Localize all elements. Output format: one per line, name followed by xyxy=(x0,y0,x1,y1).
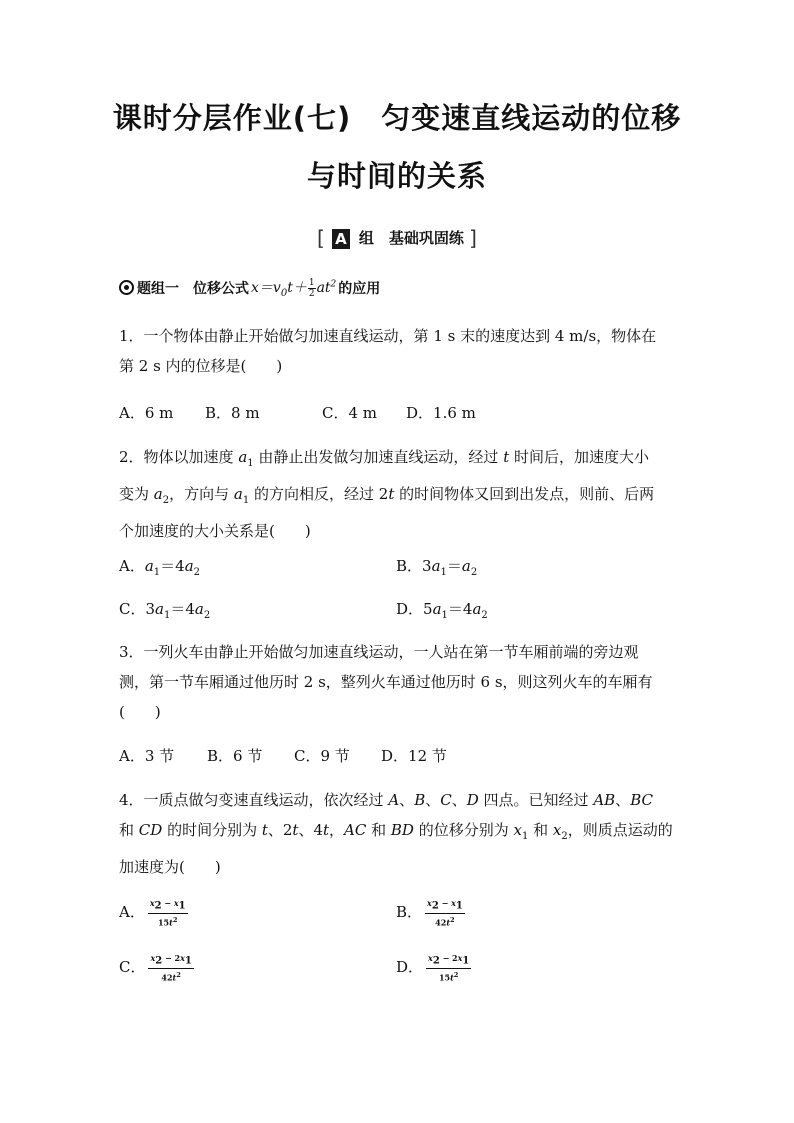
question-1-line2: 第 2 s 内的位移是( ) xyxy=(119,357,283,375)
target-bullet-icon xyxy=(119,280,134,295)
q4-c-fraction: $\frac{x_2 - 2x_1}{42t^2}$ xyxy=(150,953,192,983)
question-3-line3: ( ) xyxy=(119,703,161,721)
q1-option-c: C．4 m xyxy=(322,404,378,422)
q3-option-c: C．9 节 xyxy=(294,747,350,765)
section-suffix: 的应用 xyxy=(338,280,381,297)
question-2-line3: 个加速度的大小关系是( ) xyxy=(119,522,311,540)
half-fraction: $\frac{1}{2}$ xyxy=(308,277,315,299)
q4-a-fraction: $\frac{x_2 - x_1}{15t^2}$ xyxy=(149,898,186,928)
displacement-formula: $x=v_0t+$ $\frac{1}{2}$ $at^2$ xyxy=(251,277,337,299)
group-letter-badge: A xyxy=(332,229,350,249)
section-prefix: 题组一 位移公式 xyxy=(137,280,249,297)
group-label: 组 基础巩固练 xyxy=(358,229,464,247)
q2-option-d: D．$5a_1=4a_2$ xyxy=(396,600,488,621)
question-1-line1: 1．一个物体由静止开始做匀加速直线运动，第 1 s 末的速度达到 4 m/s，物体在 xyxy=(119,327,657,345)
q2-option-c: C．$3a_1=4a_2$ xyxy=(119,600,211,621)
q4-option-c: C． $\frac{x_2 - 2x_1}{42t^2}$ xyxy=(119,953,192,983)
question-1 xyxy=(119,321,675,381)
question-3-line1: 3．一列火车由静止开始做匀加速直线运动，一人站在第一节车厢前端的旁边观 xyxy=(119,643,639,661)
q3-option-d: D．12 节 xyxy=(381,747,447,765)
page-title-line1: 课时分层作业(七) 匀变速直线运动的位移 xyxy=(112,101,682,135)
page-title-line2: 与时间的关系 xyxy=(306,159,487,193)
q4-option-a: A． $\frac{x_2 - x_1}{15t^2}$ xyxy=(119,898,186,928)
q1-option-b: B．8 m xyxy=(205,404,260,422)
question-2 xyxy=(119,442,675,546)
question-3 xyxy=(119,637,675,727)
question-2-line2: 变为 $a_2$，方向与 $a_1$ 的方向相反，经过 2t 的时间物体又回到出发点，则前、后两 xyxy=(119,485,655,506)
question-4-line2: 和 CD 的时间分别为 t、2t、4t，AC 和 BD 的位移分别为 $x_1$ 和 $x_2$，则质点运动的 xyxy=(119,821,673,842)
bracket-open: [ xyxy=(317,226,325,250)
q4-d-fraction: $\frac{x_2 - 2x_1}{15t^2}$ xyxy=(428,953,470,983)
q4-option-d: D． $\frac{x_2 - 2x_1}{15t^2}$ xyxy=(396,953,470,983)
section-heading-1 xyxy=(119,277,380,299)
q2-option-b: B．$3a_1=a_2$ xyxy=(396,557,478,578)
question-3-line2: 测，第一节车厢通过他历时 2 s，整列火车通过他历时 6 s，则这列火车的车厢有 xyxy=(119,673,653,691)
q3-option-a: A．3 节 xyxy=(119,747,175,765)
question-4-line3: 加速度为( ) xyxy=(119,858,221,876)
question-4-line1: 4．一质点做匀变速直线运动，依次经过 A、B、C、D 四点。已知经过 AB、BC xyxy=(119,791,653,809)
q1-option-d: D．1.6 m xyxy=(406,404,476,422)
q3-option-b: B．6 节 xyxy=(207,747,263,765)
bracket-close: ] xyxy=(469,226,477,250)
group-heading xyxy=(0,226,794,250)
question-4 xyxy=(119,785,675,882)
q2-option-a: A．$a_1=4a_2$ xyxy=(119,557,201,578)
q1-option-a: A．6 m xyxy=(119,404,174,422)
q4-option-b: B． $\frac{x_2 - x_1}{42t^2}$ xyxy=(396,898,463,928)
q4-b-fraction: $\frac{x_2 - x_1}{42t^2}$ xyxy=(427,898,463,928)
question-2-line1: 2．物体以加速度 $a_1$ 由静止出发做匀加速直线运动，经过 t 时间后，加速度大小 xyxy=(119,448,649,469)
